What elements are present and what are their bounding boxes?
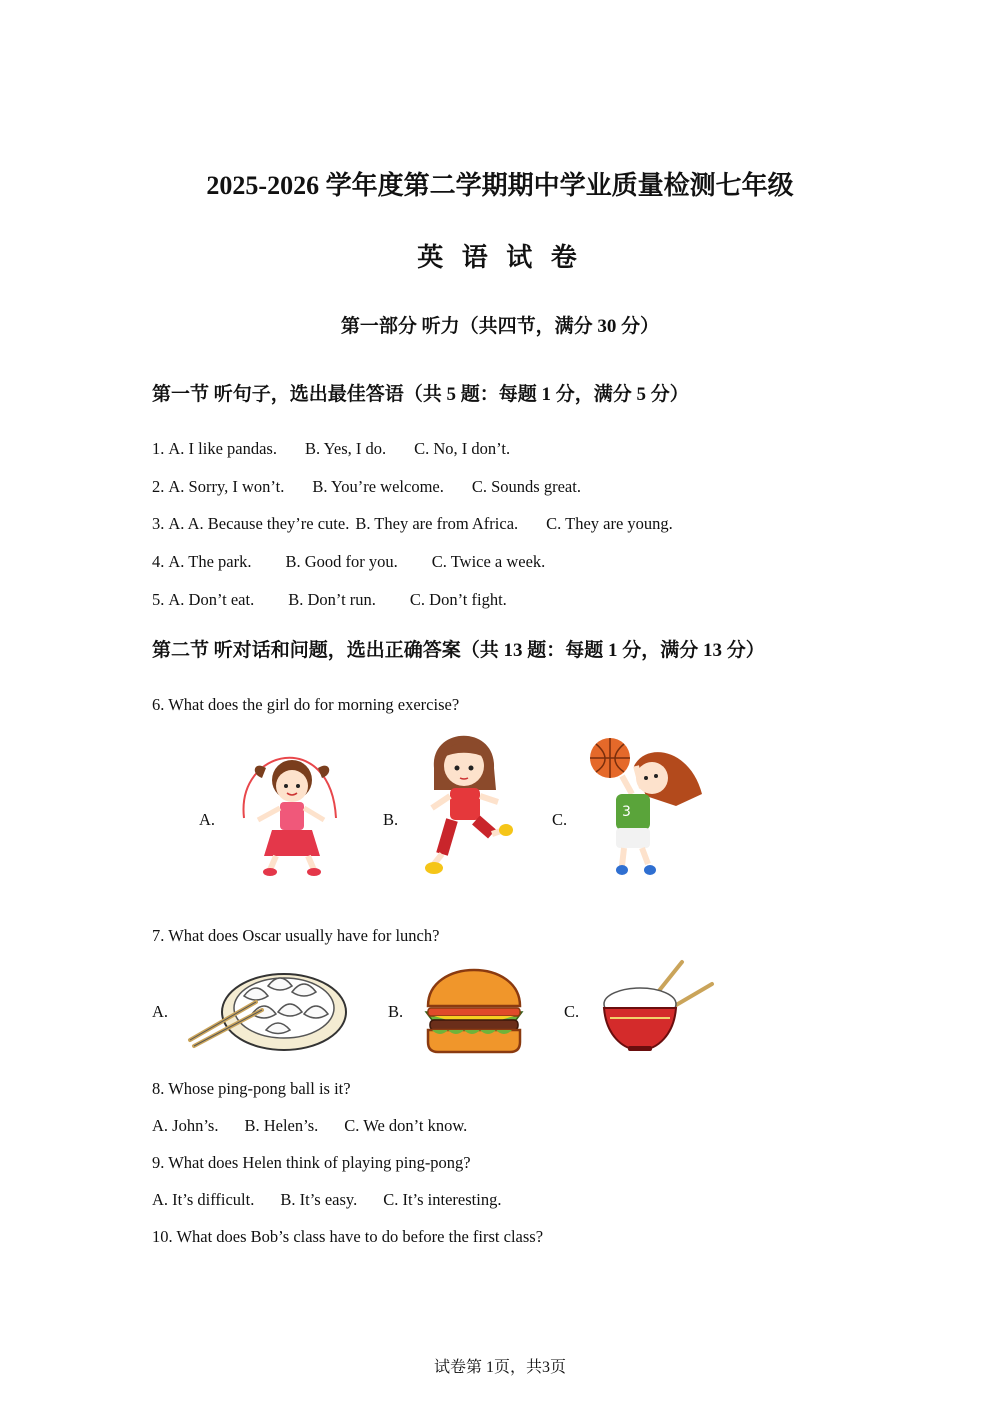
option-a: A. A. Because they’re cute. <box>168 514 350 533</box>
question-1 <box>152 437 538 461</box>
option-b: B. Don’t run. <box>288 590 376 609</box>
question-10: 10. What does Bob’s class have to do before the first class? <box>152 1227 544 1246</box>
q7-option-c-label: C. <box>564 1002 580 1021</box>
option-a: A. I like pandas. <box>168 439 277 458</box>
q6-option-a-label: A. <box>199 810 216 829</box>
question-7: 7. What does Oscar usually have for lunch? <box>152 926 440 945</box>
option-c: C. We don’t know. <box>344 1116 468 1135</box>
dumplings-icon <box>186 962 350 1056</box>
question-number: 1. <box>152 439 165 458</box>
option-a: A. John’s. <box>152 1116 219 1135</box>
question-8: 8. Whose ping-pong ball is it? <box>152 1079 351 1098</box>
section2-heading: 第二节 听对话和问题，选出正确答案（共 13 题：每题 1 分，满分 13 分） <box>152 640 765 661</box>
option-b: B. Yes, I do. <box>304 439 387 458</box>
q7-option-a-label: A. <box>152 1002 169 1021</box>
page-footer: 试卷第 1页，共3页 <box>433 1359 566 1376</box>
question-9: 9. What does Helen think of playing ping-pong? <box>152 1153 471 1172</box>
question-3 <box>152 512 701 536</box>
question-4 <box>152 550 573 574</box>
exam-subtitle: 英 语 试 卷 <box>417 243 583 272</box>
hamburger-icon <box>424 964 524 1054</box>
question-6: 6. What does the girl do for morning exercise? <box>152 695 460 714</box>
option-b: B. Good for you. <box>285 552 398 571</box>
section1-heading: 第一节 听句子，选出最佳答语（共 5 题：每题 1 分，满分 5 分） <box>152 384 689 405</box>
question-number: 2. <box>152 477 165 496</box>
option-a: A. Sorry, I won’t. <box>168 477 285 496</box>
option-b: B. It’s easy. <box>280 1190 358 1209</box>
rice-bowl-icon <box>598 958 716 1054</box>
q6-option-c-label: C. <box>552 810 568 829</box>
question-number: 3. <box>152 514 165 533</box>
question-8-options <box>152 1114 495 1138</box>
option-c: C. Sounds great. <box>471 477 581 496</box>
option-c: C. Twice a week. <box>431 552 546 571</box>
q7-option-b-label: B. <box>388 1002 404 1021</box>
option-c: C. They are young. <box>546 514 673 533</box>
jump-rope-girl-icon <box>236 738 346 878</box>
option-a: A. The park. <box>168 552 252 571</box>
svg-text:3: 3 <box>622 804 631 820</box>
option-b: B. Helen’s. <box>244 1116 319 1135</box>
question-number: 5. <box>152 590 165 609</box>
question-5 <box>152 588 535 612</box>
running-girl-icon <box>420 728 512 880</box>
option-c: C. Don’t fight. <box>409 590 507 609</box>
option-b: B. They are from Africa. <box>355 514 519 533</box>
option-a: A. It’s difficult. <box>152 1190 255 1209</box>
option-c: C. No, I don’t. <box>414 439 511 458</box>
question-2 <box>152 475 609 499</box>
option-c: C. It’s interesting. <box>383 1190 502 1209</box>
part-heading: 第一部分 听力（共四节，满分 30 分） <box>340 316 660 337</box>
q6-option-b-label: B. <box>383 810 399 829</box>
option-b: B. You’re welcome. <box>312 477 444 496</box>
basketball-girl-icon <box>586 736 704 880</box>
exam-title: 2025-2026 学年度第二学期期中学业质量检测七年级 <box>206 171 794 200</box>
question-number: 4. <box>152 552 165 571</box>
option-a: A. Don’t eat. <box>168 590 255 609</box>
question-9-options <box>152 1188 529 1212</box>
